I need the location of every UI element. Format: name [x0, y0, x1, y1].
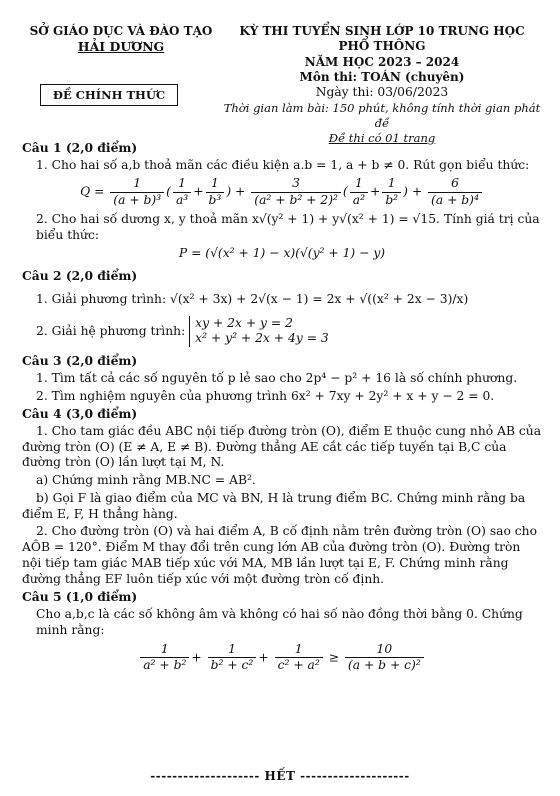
- question-5-text: Cho a,b,c là các số không âm và không có hai số nào đồng thời bằng 0. Chứng minh rằng:: [36, 607, 523, 637]
- exam-year: NĂM HỌC 2023 – 2024: [304, 54, 460, 69]
- official-badge: ĐỀ CHÍNH THỨC: [40, 84, 178, 106]
- system-equation-2: x² + y² + 2x + 4y = 3: [195, 331, 329, 346]
- question-4-part-b: b) Gọi F là giao điểm của MC và BN, H là trung điểm BC. Chứng minh rằng ba điểm E, F, H thẳng hàng.: [22, 490, 526, 521]
- exam-subject: Môn thi: TOÁN (chuyên): [299, 70, 465, 85]
- header-left: [26, 24, 216, 55]
- question-2-part-2: [22, 316, 542, 347]
- question-4-title: Câu 4 (3,0 điểm): [22, 406, 138, 422]
- question-2-title: Câu 2 (2,0 điểm): [22, 268, 138, 284]
- exam-date: Ngày thi: 03/06/2023: [315, 85, 449, 100]
- question-2-part-1: 1. Giải phương trình: √(x² + 3x) + 2√(x − 1) = 2x + √((x² + 2x − 3)/x): [36, 291, 469, 306]
- exam-content: [22, 138, 542, 677]
- equation-system: [189, 316, 329, 347]
- question-4-part-a: a) Chứng minh rằng MB.NC = AB².: [36, 473, 256, 488]
- exam-title: KỲ THI TUYỂN SINH LỚP 10 TRUNG HỌC PHỔ THÔNG: [239, 24, 525, 54]
- question-3-part-1: 1. Tìm tất cả các số nguyên tố p lẻ sao cho 2p⁴ − p² + 16 là số chính phương.: [36, 370, 518, 385]
- province-name: HẢI DƯƠNG: [77, 39, 165, 55]
- question-1-formula-p: P = (√(x² + 1) − x)(√(y² + 1) − y): [178, 246, 386, 261]
- system-equation-1: xy + 2x + y = 2: [195, 315, 293, 330]
- question-1-part-2: 2. Cho hai số dương x, y thoả mãn x√(y² + 1) + y√(x² + 1) = √15. Tính giá trị của biểu thức:: [36, 211, 540, 242]
- exam-pages: Đề thi có 01 trang: [328, 130, 436, 145]
- question-4-part-1: 1. Cho tam giác đều ABC nội tiếp đường tròn (O), điểm E thuộc cung nhỏ AB của đường tròn (O) (E ≠ A, E ≠ B). Đường thẳng AE cắt các tiếp tuyến tại B,C của đường tròn (O) lần lượt tại M, N.: [22, 424, 542, 470]
- exam-time: Thời gian làm bài: 150 phút, không tính thời gian phát đề: [223, 101, 541, 130]
- question-3-title: Câu 3 (2,0 điểm): [22, 353, 138, 369]
- question-1-part-1: 1. Cho hai số a,b thoả mãn các điều kiện a.b = 1, a + b ≠ 0. Rút gọn biểu thức:: [36, 157, 530, 172]
- question-1-title: Câu 1 (2,0 điểm): [22, 140, 138, 155]
- question-4-part-2: 2. Cho đường tròn (O) và hai điểm A, B cố định nằm trên đường tròn (O) sao cho AÔB = 120°. Điểm M thay đổi trên cung lớn AB của đường tròn (O). Đường tròn nội tiếp tam giác MAB tiếp xúc với MA, MB lần lượt tại E, F. Chứng minh rằng đường thẳng EF luôn tiếp xúc với một đường tròn cố định.: [22, 524, 537, 586]
- question-5-title: Câu 5 (1,0 điểm): [22, 589, 138, 605]
- header-right: [222, 24, 542, 145]
- question-2-part-2-label: 2. Giải hệ phương trình:: [36, 323, 186, 338]
- org-name: SỞ GIÁO DỤC VÀ ĐÀO TẠO: [29, 24, 213, 38]
- question-1-formula-q: Q = $\frac{1}{\text{(a + b)³}}$ ( $\frac{1}{\text{a³}}$ + $\frac{1}{\text{b³}}$ ) + $\frac{3}{\text{(a² + b² + 2)²}}$ ( $\frac{1}{\text{a²}}$ + $\frac{1}{\text{b²}}$ ) + $\frac{6}{\text{(a + b)⁴}}$: [22, 176, 542, 208]
- question-3-part-2: 2. Tìm nghiệm nguyên của phương trình 6x² + 7xy + 2y² + x + y − 2 = 0.: [36, 388, 495, 403]
- question-5-inequality: $\frac{1}{\text{a² + b²}}$ + $\frac{1}{\text{b² + c²}}$ + $\frac{1}{\text{c² + a²}}$ ≥ $\frac{10}{\text{(a + b + c)²}}$: [22, 642, 542, 674]
- end-marker: -------------------- HẾT --------------------: [150, 769, 410, 783]
